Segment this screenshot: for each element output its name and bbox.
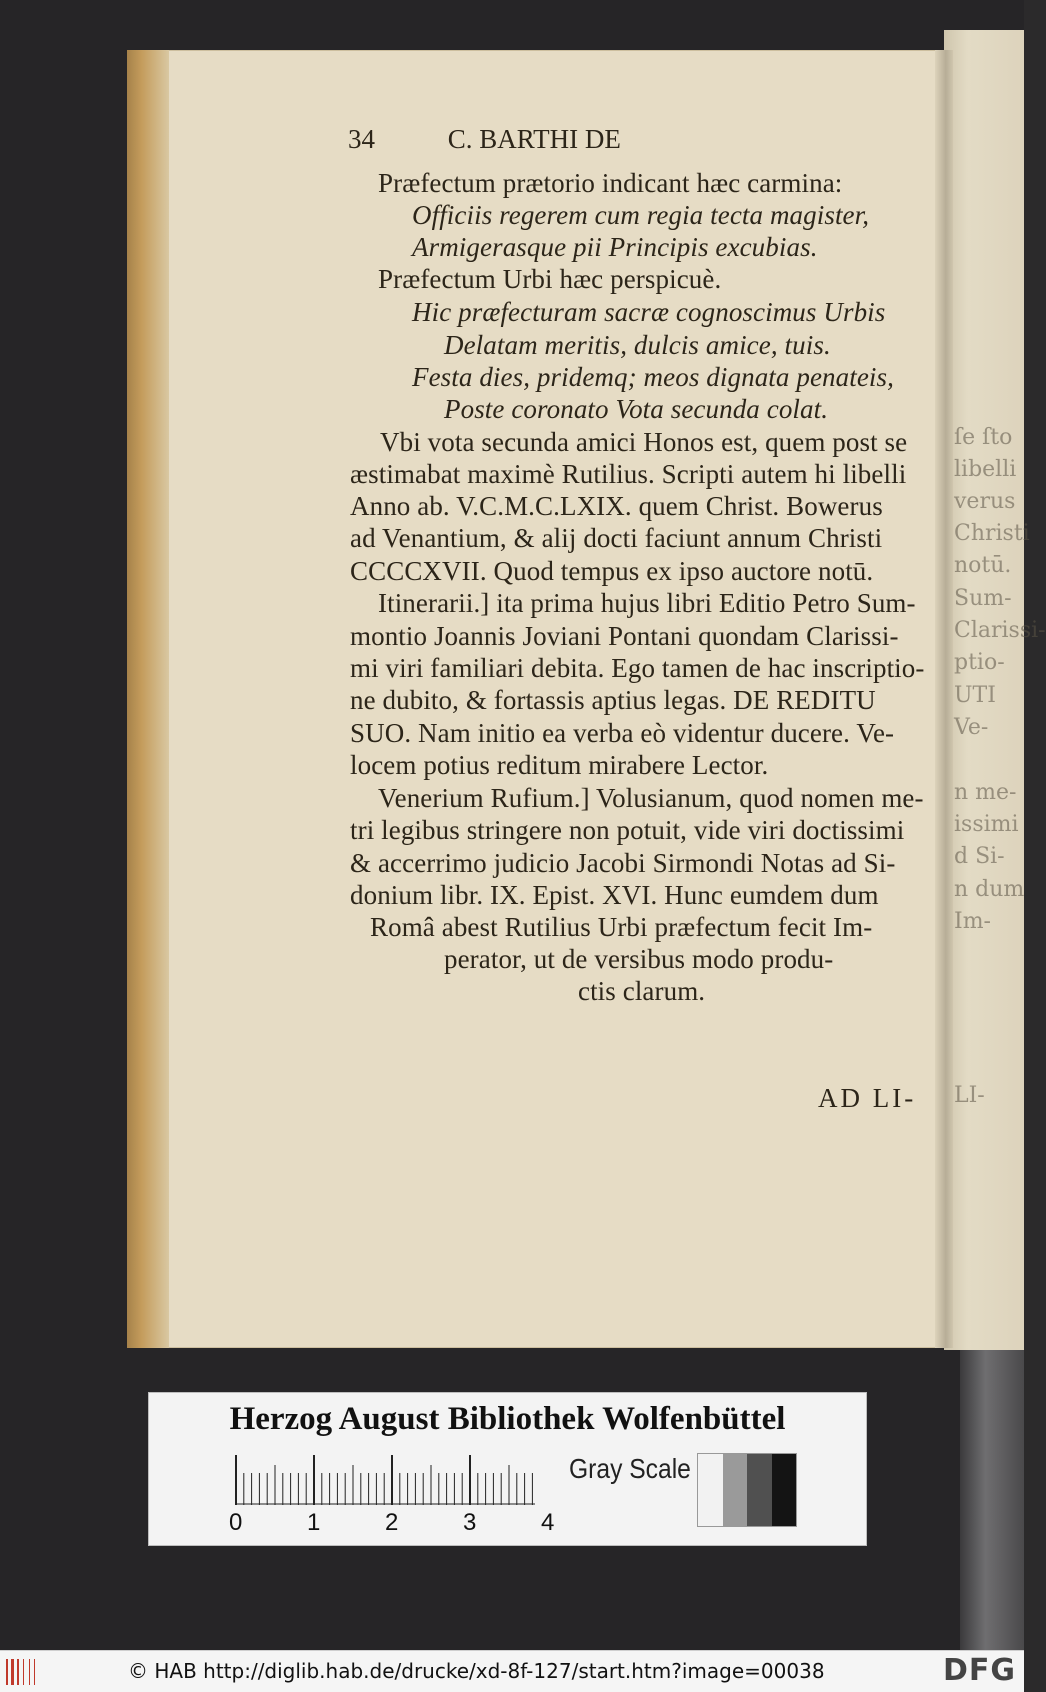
adjacent-page-text: ſe ſto xyxy=(954,425,1013,450)
barcode-icon xyxy=(6,1659,46,1685)
ruler-label: 1 xyxy=(307,1509,321,1536)
text-line: Hic præfecturam sacræ cognoscimus Urbis xyxy=(412,297,886,327)
page-gutter xyxy=(935,50,953,1348)
text-line: Festa dies, pridemq; meos dignata penateis, xyxy=(412,362,894,392)
adjacent-page-text: verus xyxy=(954,489,1016,514)
adjacent-page-text: LI- xyxy=(954,1083,985,1108)
text-line: Præfectum Urbi hæc perspicuè. xyxy=(378,264,722,294)
adjacent-page-text: notū. xyxy=(954,553,1012,578)
catchword: AD LI- xyxy=(818,1083,917,1113)
text-line: Armigerasque pii Principis excubias. xyxy=(412,232,818,262)
gray-swatch xyxy=(698,1454,723,1526)
adjacent-page-edge xyxy=(960,1350,1024,1650)
adjacent-page-text: libelli xyxy=(954,457,1017,482)
text-line: ctis clarum. xyxy=(578,976,706,1006)
text-line: Vbi vota secunda amici Honos est, quem post se xyxy=(380,427,908,457)
adjacent-page-text: Clarissi- xyxy=(954,618,1046,643)
text-line: Præfectum prætorio indicant hæc carmina: xyxy=(378,168,843,198)
text-line: montio Joannis Joviani Pontani quondam Clarissi- xyxy=(350,621,899,651)
text-line: Româ abest Rutilius Urbi præfectum fecit Im- xyxy=(370,912,873,942)
text-line: locem potius reditum mirabere Lector. xyxy=(350,750,769,780)
gray-swatch xyxy=(723,1454,748,1526)
footer-bar xyxy=(0,1650,1024,1692)
text-line: æstimabat maximè Rutilius. Scripti autem hi libelli xyxy=(350,459,907,489)
copyright-url[interactable]: © HAB http://diglib.hab.de/drucke/xd-8f-127/start.htm?image=00038 xyxy=(128,1659,825,1683)
adjacent-page-text: n dum xyxy=(954,877,1025,902)
adjacent-page xyxy=(944,30,1046,1350)
ruler-label: 0 xyxy=(229,1509,243,1536)
adjacent-page-text: Ve- xyxy=(954,715,989,740)
running-head-title: C. BARTHI DE xyxy=(447,124,621,154)
text-line: ne dubito, & fortassis aptius legas. DE REDITU xyxy=(350,685,876,715)
ruler-scale xyxy=(235,1455,535,1505)
adjacent-page-text: Im- xyxy=(954,909,991,934)
text-line: Itinerarii.] ita prima hujus libri Editio Petro Sum- xyxy=(378,588,916,618)
text-line: Venerium Rufium.] Volusianum, quod nomen me- xyxy=(378,783,924,813)
text-line: & accerrimo judicio Jacobi Sirmondi Notas ad Si- xyxy=(350,848,896,878)
library-name: Herzog August Bibliothek Wolfenbüttel xyxy=(229,1401,786,1437)
text-line: perator, ut de versibus modo produ- xyxy=(444,944,834,974)
running-head xyxy=(348,124,621,155)
text-line: Poste coronato Vota secunda colat. xyxy=(444,394,829,424)
gray-swatch xyxy=(772,1454,797,1526)
gray-scale-swatches xyxy=(697,1453,797,1527)
adjacent-page-text: Sum- xyxy=(954,586,1012,611)
text-line: CCCCXVII. Quod tempus ex ipso auctore notū. xyxy=(350,556,874,586)
dfg-logo: DFG xyxy=(942,1653,1016,1688)
adjacent-page-text: ptio- xyxy=(954,650,1005,675)
text-line: ad Venantium, & alij docti faciunt annum Christi xyxy=(350,523,883,553)
color-scale-card xyxy=(148,1392,867,1546)
page-edge-stain xyxy=(127,50,169,1348)
adjacent-page-text: d Si- xyxy=(954,844,1005,869)
text-line: Anno ab. V.C.M.C.LXIX. quem Christ. Bowerus xyxy=(350,491,883,521)
gray-swatch xyxy=(747,1454,772,1526)
adjacent-page-text: Christi xyxy=(954,521,1030,546)
text-line: SUO. Nam initio ea verba eò videntur ducere. Ve- xyxy=(350,718,895,748)
ruler-label: 3 xyxy=(463,1509,477,1536)
ruler-label: 4 xyxy=(541,1509,555,1536)
text-line: mi viri familiari debita. Ego tamen de hac inscriptio- xyxy=(350,653,925,683)
text-line: donium libr. IX. Epist. XVI. Hunc eumdem dum xyxy=(350,880,879,910)
ruler-label: 2 xyxy=(385,1509,399,1536)
adjacent-page-text: n me- xyxy=(954,780,1017,805)
adjacent-page-text: UTI xyxy=(954,683,996,708)
text-line: Officiis regerem cum regia tecta magister, xyxy=(412,200,870,230)
adjacent-page-text: issimi xyxy=(954,812,1019,837)
text-line: tri legibus stringere non potuit, vide viri doctissimi xyxy=(350,815,905,845)
gray-scale-label: Gray Scale xyxy=(569,1453,691,1484)
text-line: Delatam meritis, dulcis amice, tuis. xyxy=(444,330,831,360)
page-number: 34 xyxy=(348,124,375,154)
